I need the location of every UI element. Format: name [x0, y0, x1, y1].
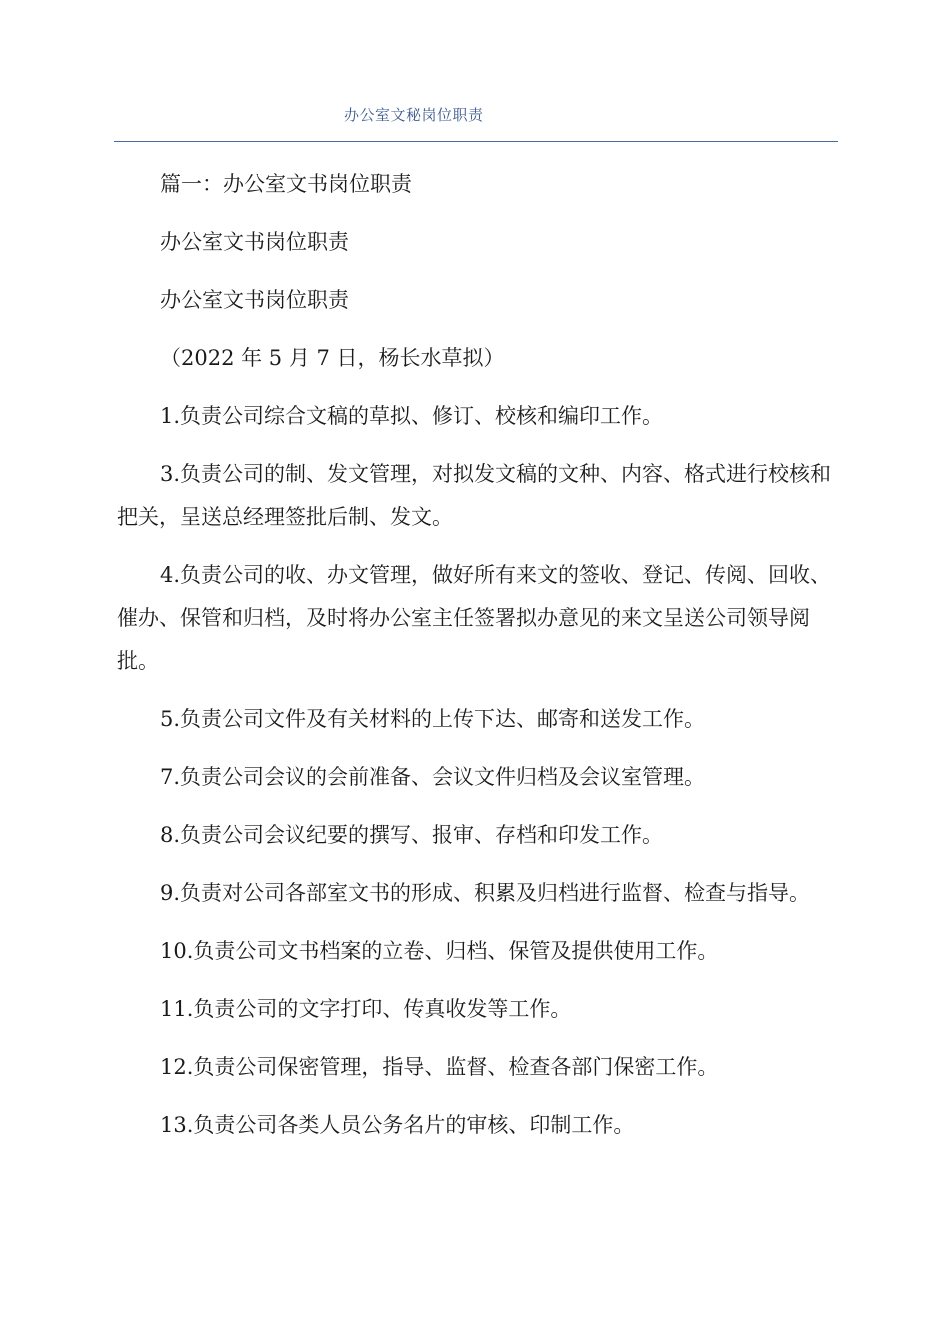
section-heading: 篇一：办公室文书岗位职责	[160, 172, 412, 196]
document-subtitle: 办公室文书岗位职责	[160, 288, 349, 312]
duty-item: 8.负责公司会议纪要的撰写、报审、存档和印发工作。	[160, 823, 664, 847]
running-header: 办公室文秘岗位职责	[344, 106, 484, 124]
duty-item: 3.负责公司的制、发文管理，对拟发文稿的文种、内容、格式进行校核和把关，呈送总经理签批后制、发文。	[117, 462, 832, 529]
duty-item: 4.负责公司的收、办文管理，做好所有来文的签收、登记、传阅、回收、催办、保管和归档，及时将办公室主任签署拟办意见的来文呈送公司领导阅批。	[117, 563, 832, 673]
document-title: 办公室文书岗位职责	[160, 230, 349, 254]
duty-item: 5.负责公司文件及有关材料的上传下达、邮寄和送发工作。	[160, 707, 706, 731]
duty-item: 7.负责公司会议的会前准备、会议文件归档及会议室管理。	[160, 765, 706, 789]
duty-item: 13.负责公司各类人员公务名片的审核、印制工作。	[160, 1113, 635, 1137]
duty-item: 10.负责公司文书档案的立卷、归档、保管及提供使用工作。	[160, 939, 719, 963]
duty-item: 1.负责公司综合文稿的草拟、修订、校核和编印工作。	[160, 404, 664, 428]
duty-item: 12.负责公司保密管理，指导、监督、检查各部门保密工作。	[160, 1055, 719, 1079]
document-body	[117, 163, 847, 1162]
draft-note: （2022 年 5 月 7 日，杨长水草拟）	[160, 346, 505, 370]
duty-item: 9.负责对公司各部室文书的形成、积累及归档进行监督、检查与指导。	[160, 881, 811, 905]
header-divider	[114, 141, 838, 142]
duty-item: 11.负责公司的文字打印、传真收发等工作。	[160, 997, 572, 1021]
